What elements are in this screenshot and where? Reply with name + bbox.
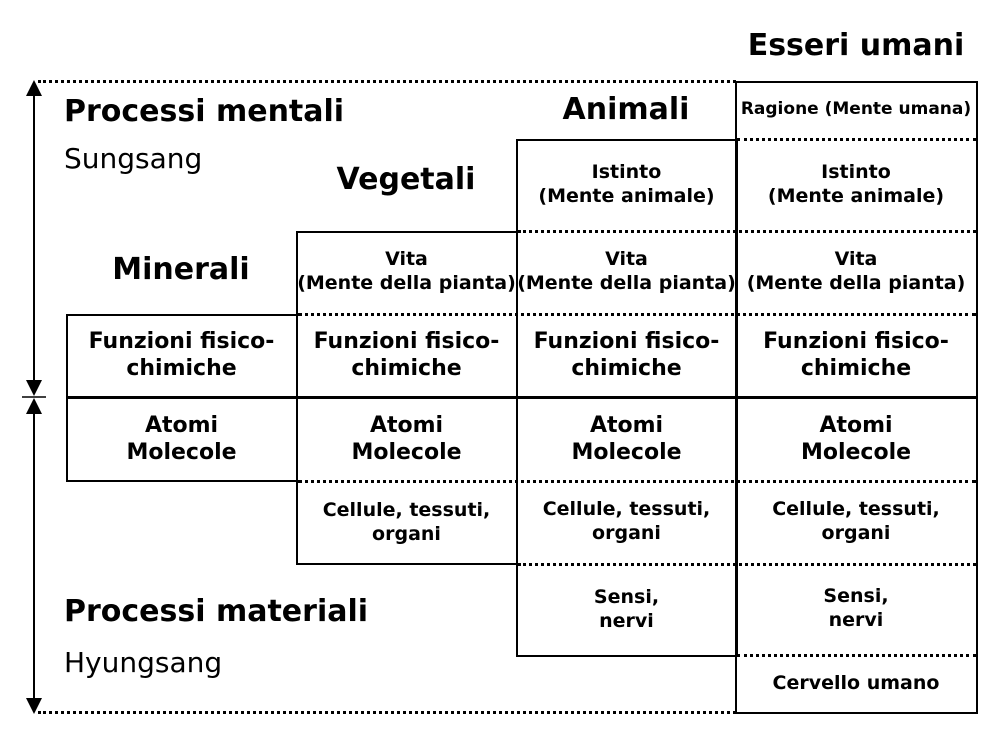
cell-plants-cells: Cellule, tessuti, organi	[322, 499, 491, 545]
cell-humans-reason: Ragione (Mente umana)	[740, 99, 972, 120]
cell-minerals-atoms: Atomi Molecole	[126, 412, 237, 465]
column-header-animals: Animali	[562, 92, 690, 127]
cell-animals-physchem: Funzioni fisico- chimiche	[533, 328, 720, 381]
mental-processes-title: Processi mentali	[64, 94, 345, 129]
material-arrow-top-head	[26, 398, 42, 414]
cell-plants-atoms: Atomi Molecole	[351, 412, 462, 465]
top-boundary-line	[38, 80, 736, 83]
bottom-boundary-line	[38, 711, 736, 714]
cell-minerals-physchem: Funzioni fisico- chimiche	[88, 328, 275, 381]
cell-humans-life: Vita (Mente della pianta)	[746, 248, 966, 294]
cell-animals-life: Vita (Mente della pianta)	[517, 248, 736, 294]
mental-arrow-bottom-head	[26, 380, 42, 396]
cell-animals-instinct: Istinto (Mente animale)	[538, 161, 715, 207]
column-header-plants: Vegetali	[336, 162, 476, 197]
cell-plants-life: Vita (Mente della pianta)	[297, 248, 516, 294]
cell-humans-senses: Sensi, nervi	[823, 585, 889, 631]
column-header-humans: Esseri umani	[747, 28, 965, 63]
material-processes-subtitle: Hyungsang	[64, 646, 223, 679]
cell-humans-cells: Cellule, tessuti, organi	[772, 498, 940, 544]
cell-animals-senses: Sensi, nervi	[593, 586, 660, 632]
cell-humans-physchem: Funzioni fisico- chimiche	[763, 328, 949, 381]
cell-animals-cells: Cellule, tessuti, organi	[542, 498, 711, 544]
cell-humans-instinct: Istinto (Mente animale)	[767, 161, 945, 207]
column-header-minerals: Minerali	[112, 252, 250, 287]
cell-humans-atoms: Atomi Molecole	[800, 412, 912, 465]
cell-animals-atoms: Atomi Molecole	[571, 412, 682, 465]
cell-plants-physchem: Funzioni fisico- chimiche	[313, 328, 500, 381]
material-processes-title: Processi materiali	[64, 594, 369, 629]
vertical-arrows	[20, 78, 50, 718]
mental-processes-subtitle: Sungsang	[64, 142, 203, 175]
cell-humans-brain: Cervello umano	[772, 672, 940, 695]
